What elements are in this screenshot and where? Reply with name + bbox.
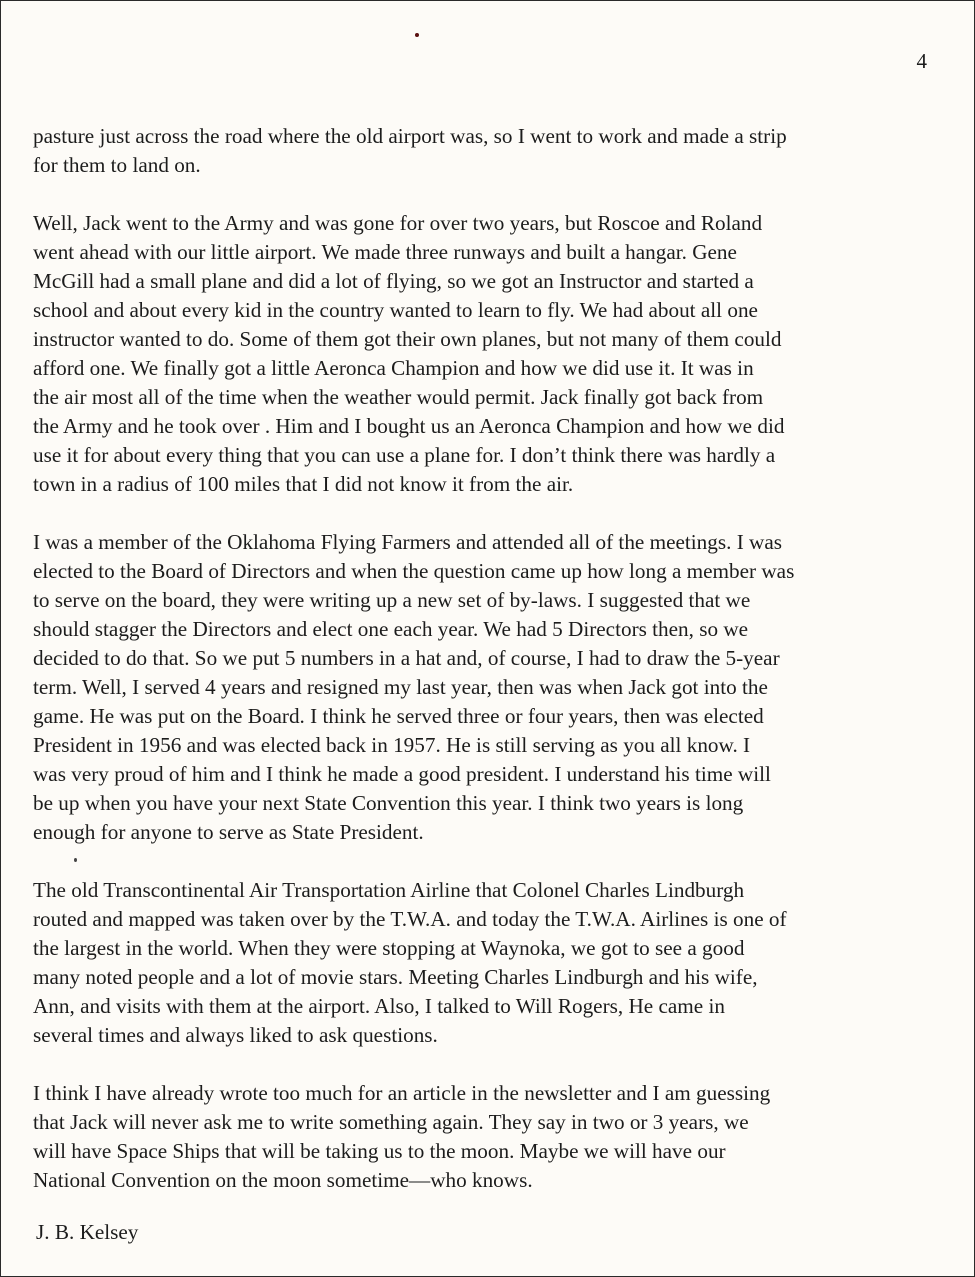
text-line: several times and always liked to ask questions. [33, 1023, 438, 1047]
text-line: decided to do that. So we put 5 numbers in a hat and, of course, I had to draw the 5-year [33, 646, 780, 670]
text-line: town in a radius of 100 miles that I did not know it from the air. [33, 472, 574, 496]
text-line: The old Transcontinental Air Transportation Airline that Colonel Charles Lindburgh [33, 878, 745, 902]
text-line: to serve on the board, they were writing up a new set of by-laws. I suggested that we [33, 588, 751, 612]
text-line: Ann, and visits with them at the airport. Also, I talked to Will Rogers, He came in [33, 994, 725, 1018]
text-line: the air most all of the time when the weather would permit. Jack finally got back from [33, 385, 764, 409]
text-line: should stagger the Directors and elect one each year. We had 5 Directors then, so we [33, 617, 749, 641]
text-line: went ahead with our little airport. We made three runways and built a hangar. Gene [33, 240, 737, 264]
text-line: the largest in the world. When they were stopping at Waynoka, we got to see a good [33, 936, 745, 960]
text-line: will have Space Ships that will be taking us to the moon. Maybe we will have our [33, 1139, 726, 1163]
letter-body [33, 122, 938, 1224]
text-line: that Jack will never ask me to write something again. They say in two or 3 years, we [33, 1110, 749, 1134]
text-line: National Convention on the moon sometime—who knows. [33, 1168, 533, 1192]
text-line: many noted people and a lot of movie stars. Meeting Charles Lindburgh and his wife, [33, 965, 758, 989]
paragraph [33, 876, 938, 1050]
signature: J. B. Kelsey [36, 1220, 139, 1244]
page-number: 4 [916, 49, 927, 73]
paragraph [33, 122, 938, 180]
paragraph [33, 1079, 938, 1195]
text-line: game. He was put on the Board. I think he served three or four years, then was elected [33, 704, 764, 728]
text-line: be up when you have your next State Convention this year. I think two years is long [33, 791, 744, 815]
text-line: was very proud of him and I think he made a good president. I understand his time will [33, 762, 771, 786]
text-line: enough for anyone to serve as State President. [33, 820, 424, 844]
text-line: McGill had a small plane and did a lot of flying, so we got an Instructor and started a [33, 269, 754, 293]
text-line: use it for about every thing that you can use a plane for. I don’t think there was hardly a [33, 443, 776, 467]
paragraph [33, 209, 938, 499]
text-line: instructor wanted to do. Some of them got their own planes, but not many of them could [33, 327, 782, 351]
text-line: elected to the Board of Directors and when the question came up how long a member was [33, 559, 795, 583]
text-line: routed and mapped was taken over by the T.W.A. and today the T.W.A. Airlines is one of [33, 907, 787, 931]
text-line: the Army and he took over . Him and I bought us an Aeronca Champion and how we did [33, 414, 785, 438]
text-line: pasture just across the road where the old airport was, so I went to work and made a strip [33, 124, 787, 148]
text-line: I was a member of the Oklahoma Flying Farmers and attended all of the meetings. I was [33, 530, 783, 554]
text-line: Well, Jack went to the Army and was gone for over two years, but Roscoe and Roland [33, 211, 763, 235]
text-line: school and about every kid in the country wanted to learn to fly. We had about all one [33, 298, 758, 322]
ink-speck [415, 33, 419, 37]
text-line: President in 1956 and was elected back in 1957. He is still serving as you all know. I [33, 733, 751, 757]
text-line: term. Well, I served 4 years and resigned my last year, then was when Jack got into the [33, 675, 768, 699]
text-line: I think I have already wrote too much for an article in the newsletter and I am guessing [33, 1081, 771, 1105]
paragraph [33, 528, 938, 847]
text-line: afford one. We finally got a little Aeronca Champion and how we did use it. It was in [33, 356, 754, 380]
text-line: for them to land on. [33, 153, 201, 177]
